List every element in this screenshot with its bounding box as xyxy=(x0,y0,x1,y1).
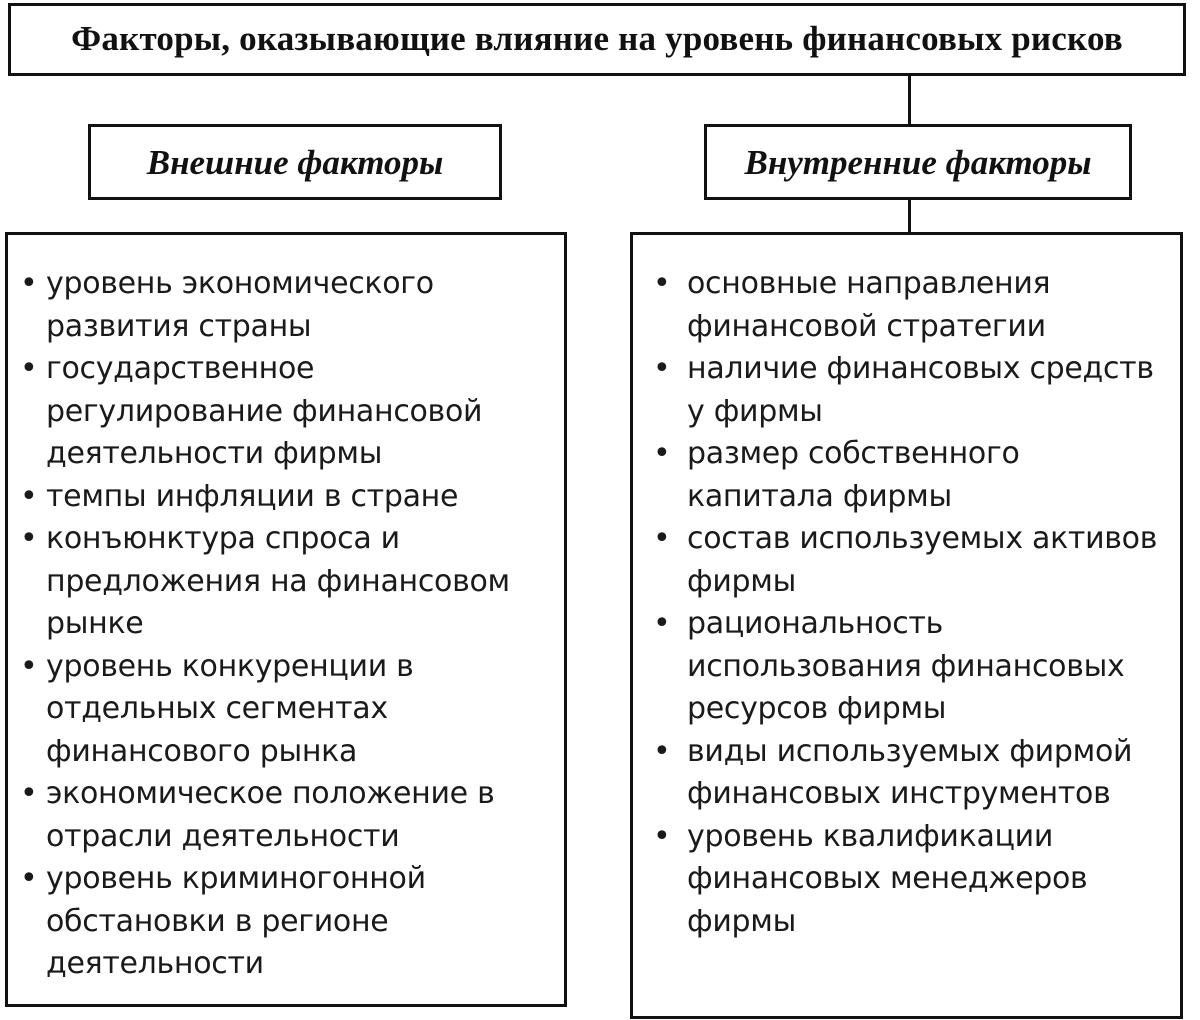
connector-internal-header-to-list xyxy=(908,200,911,232)
bullet-icon: • xyxy=(20,648,38,684)
external-factors-header: Внешние факторы xyxy=(146,143,444,182)
external-factors-list xyxy=(20,263,556,986)
external-factor-item: • экономическое положение в отрасли деятельности xyxy=(20,773,556,858)
internal-factors-list xyxy=(653,263,1172,943)
bullet-icon: • xyxy=(20,478,38,514)
bullet-icon: • xyxy=(20,861,38,896)
internal-factor-item: • рациональность использования финансовых ресурсов фирмы xyxy=(653,603,1172,731)
bullet-icon: • xyxy=(653,818,671,854)
internal-factor-item: • наличие финансовых средств у фирмы xyxy=(653,348,1172,433)
diagram-title-box xyxy=(8,3,1186,76)
external-factor-item: • уровень конкуренции в отдельных сегментах финансового рынка xyxy=(20,646,556,774)
external-factor-item: • государственное регулирование финансовой деятельности фирмы xyxy=(20,348,556,476)
bullet-icon: • xyxy=(20,266,38,301)
external-factor-item: • темпы инфляции в стране xyxy=(20,476,556,519)
external-factor-item: • конъюнктура спроса и предложения на финансовом рынке xyxy=(20,518,556,646)
internal-factor-item: • уровень квалификации финансовых менеджеров фирмы xyxy=(653,816,1172,944)
bullet-icon: • xyxy=(20,351,38,386)
internal-factor-item: • основные направления финансовой стратегии xyxy=(653,263,1172,348)
internal-factors-header: Внутренние факторы xyxy=(744,143,1092,182)
connector-title-to-internal xyxy=(908,76,911,124)
bullet-icon: • xyxy=(20,776,38,811)
internal-factors-header-box xyxy=(704,124,1132,200)
external-factor-item: • уровень экономического развития страны xyxy=(20,263,556,348)
bullet-icon: • xyxy=(20,521,38,556)
internal-factor-item: • состав используемых активов фирмы xyxy=(653,518,1172,603)
diagram-title: Факторы, оказывающие влияние на уровень финансовых рисков xyxy=(71,19,1123,58)
bullet-icon: • xyxy=(653,606,671,641)
external-factors-header-box xyxy=(88,124,502,200)
external-factors-list-box xyxy=(5,232,567,1007)
bullet-icon: • xyxy=(653,521,671,556)
bullet-icon: • xyxy=(653,733,671,769)
bullet-icon: • xyxy=(653,436,671,471)
bullet-icon: • xyxy=(653,351,671,386)
internal-factor-item: • размер собственного капитала фирмы xyxy=(653,433,1172,518)
external-factor-item: • уровень криминогонной обстановки в регионе деятельности xyxy=(20,858,556,986)
internal-factor-item: • виды используемых фирмой финансовых инструментов xyxy=(653,731,1172,816)
internal-factors-list-box xyxy=(630,232,1183,1019)
bullet-icon: • xyxy=(653,266,671,301)
